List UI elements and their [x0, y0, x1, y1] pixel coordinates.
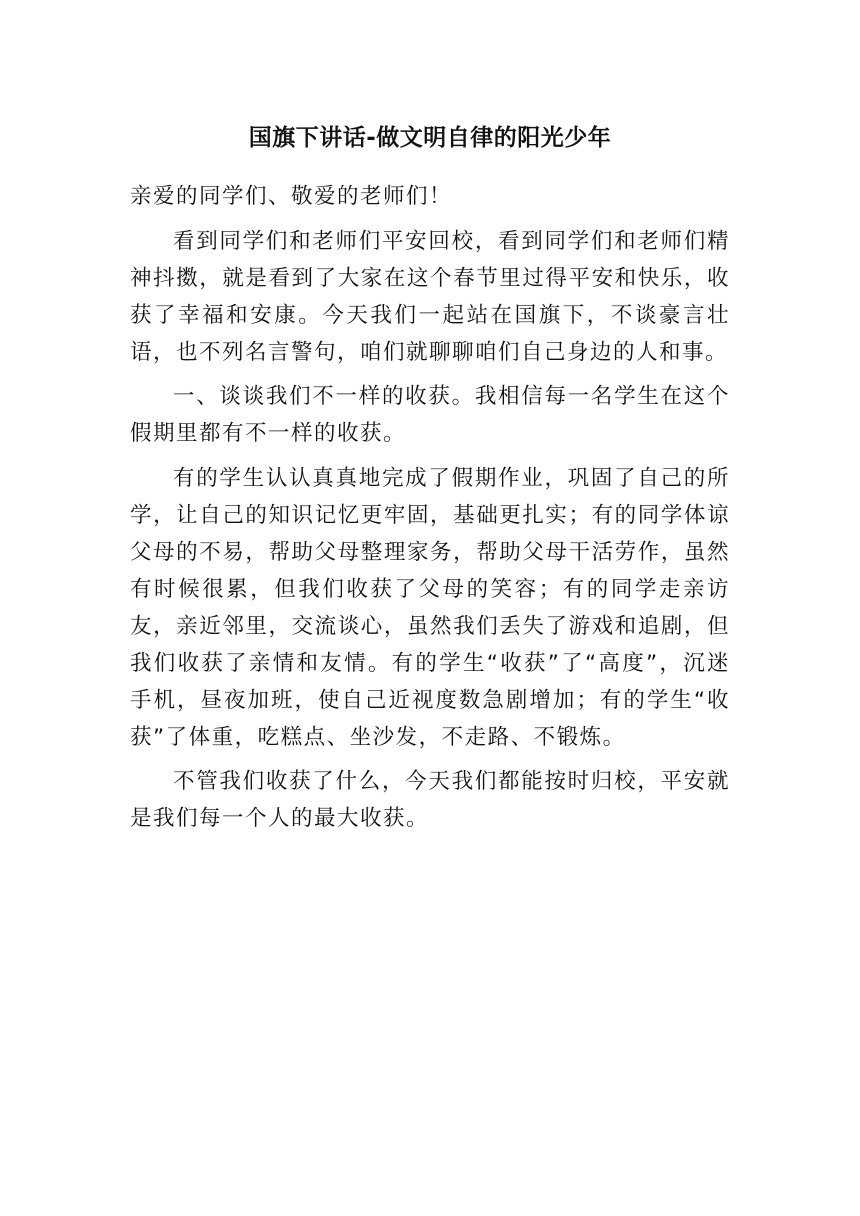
greeting: 亲爱的同学们、敬爱的老师们！ [130, 184, 453, 209]
paragraph: 一、谈谈我们不一样的收获。我相信每一名学生在这个假期里都有不一样的收获。 [130, 384, 730, 446]
paragraph: 不管我们收获了什么，今天我们都能按时归校，平安就是我们每一个人的最大收获。 [130, 769, 730, 831]
document-title: 国旗下讲话-做文明自律的阳光少年 [248, 125, 612, 151]
document-body [130, 178, 730, 845]
paragraph: 看到同学们和老师们平安回校，看到同学们和老师们精神抖擞，就是看到了大家在这个春节里过得平安和快乐，收获了幸福和安康。今天我们一起站在国旗下，不谈豪言壮语，也不列名言警句，咱们就聊聊咱们自己身边的人和事。 [130, 228, 730, 365]
paragraph: 有的学生认认真真地完成了假期作业，巩固了自己的所学，让自己的知识记忆更牢固，基础更扎实；有的同学体谅父母的不易，帮助父母整理家务，帮助父母干活劳作，虽然有时候很累，但我们收获了父母的笑容；有的同学走亲访友，亲近邻里，交流谈心，虽然我们丢失了游戏和追剧，但我们收获了亲情和友情。有的学生“收获”了“高度”，沉迷手机，昼夜加班，使自己近视度数急剧增加；有的学生“收获”了体重，吃糕点、坐沙发，不走路、不锻炼。 [130, 465, 730, 750]
